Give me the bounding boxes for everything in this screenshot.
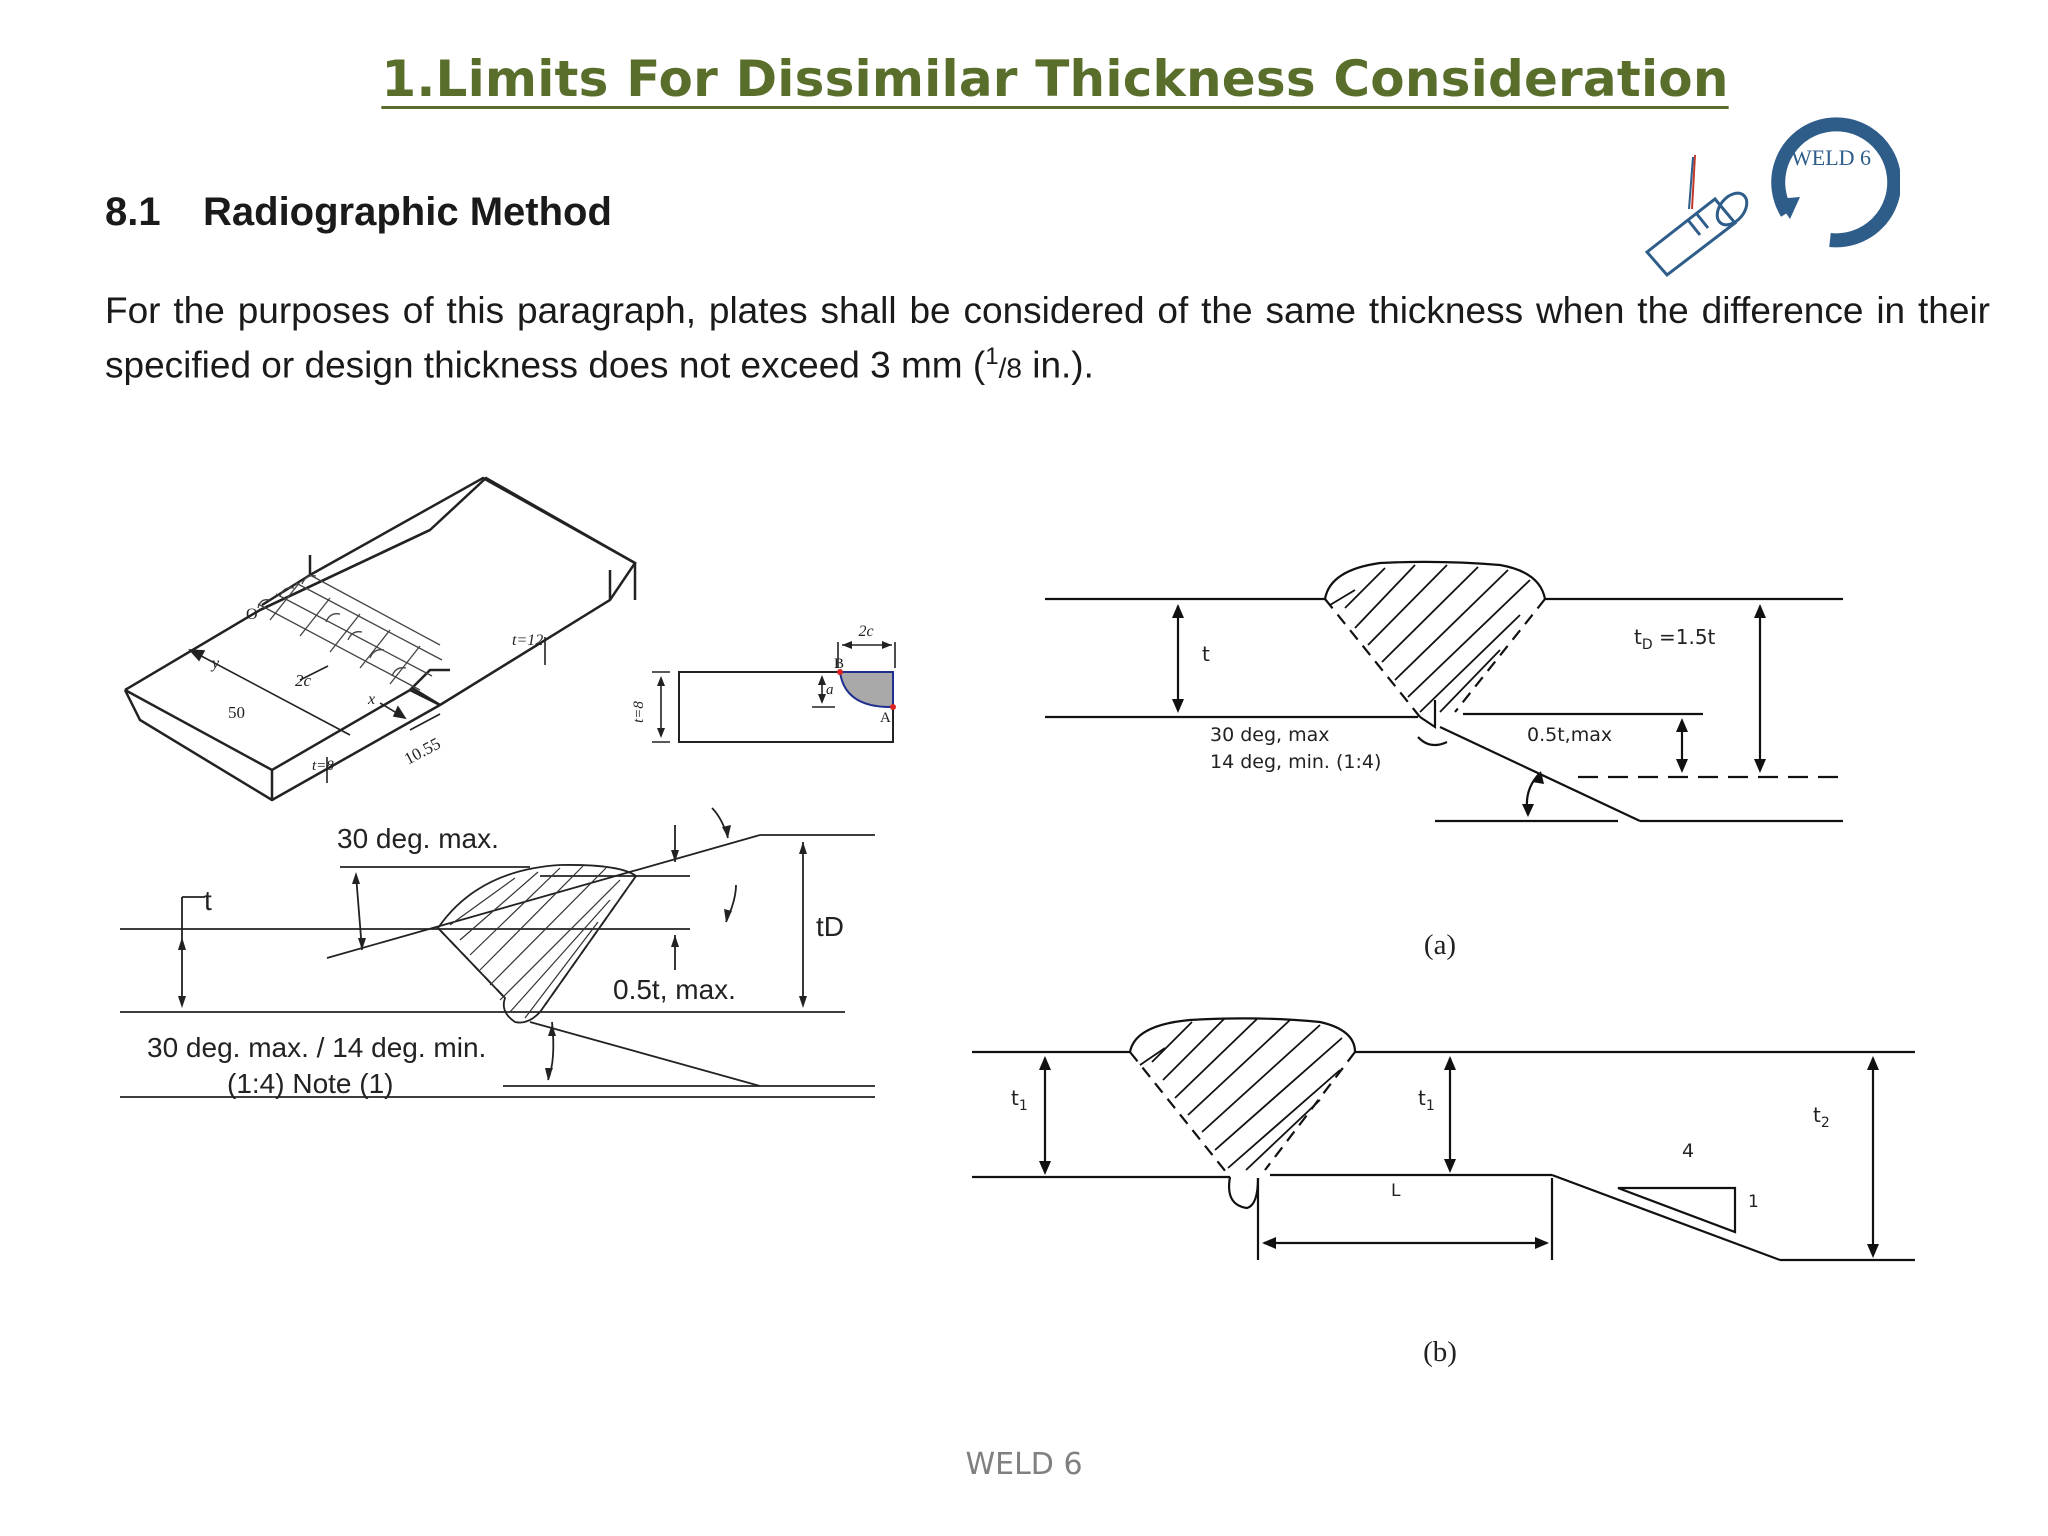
label-50: 50 bbox=[228, 703, 245, 722]
label-30deg-top: 30 deg. max. bbox=[337, 823, 499, 854]
label-ratio-4: 4 bbox=[1682, 1140, 1695, 1162]
crack-quarter-ellipse bbox=[840, 672, 893, 707]
label-30deg-a: 30 deg, max bbox=[1210, 724, 1330, 746]
label-y: y bbox=[212, 655, 220, 672]
section-title: Radiographic Method bbox=[203, 190, 612, 234]
paragraph-end: in.). bbox=[1021, 344, 1094, 386]
label-t-left: t bbox=[204, 885, 212, 916]
label-2c-iso: 2c bbox=[295, 671, 312, 690]
paragraph-main: For the purposes of this paragraph, plates shall be considered of the same thickness when the difference in their specified or design thickness does not exceed 3 mm ( bbox=[105, 290, 1990, 386]
caption-b: (b) bbox=[1423, 1336, 1457, 1368]
label-angle-bottom-2: (1:4) Note (1) bbox=[227, 1068, 394, 1099]
footer: WELD 6 bbox=[965, 1447, 1083, 1482]
label-t-a: t bbox=[1202, 642, 1210, 666]
label-a-depth: a bbox=[826, 682, 834, 698]
label-b: B bbox=[834, 656, 845, 672]
label-t1-right: $t_1$ bbox=[1418, 1086, 1435, 1114]
slide-title: 1.Limits For Dissimilar Thickness Consideration bbox=[381, 50, 1729, 108]
joint-a-hatch bbox=[1330, 565, 1530, 712]
label-t1-left: $t_1$ bbox=[1011, 1086, 1028, 1114]
label-ratio-1: 1 bbox=[1748, 1192, 1759, 1212]
label-2c-detail: 2c bbox=[858, 623, 874, 640]
label-tD-left: tD bbox=[816, 911, 844, 942]
label-1055: 10.55 bbox=[400, 733, 444, 769]
paragraph-sup: 1 bbox=[985, 343, 999, 370]
label-t2: $t_2$ bbox=[1813, 1103, 1830, 1131]
logo-text: WELD 6 bbox=[1790, 145, 1872, 170]
label-14deg-a: 14 deg, min. (1:4) bbox=[1210, 751, 1382, 773]
label-x: x bbox=[368, 691, 376, 708]
weld-bead-ripples bbox=[258, 575, 442, 690]
left-joint-labels bbox=[147, 823, 844, 1099]
label-t8-detail: t=8 bbox=[631, 701, 647, 723]
label-05t-a: 0.5t,max bbox=[1527, 724, 1613, 746]
joint-b bbox=[972, 1018, 1915, 1260]
paragraph-frac: /8 bbox=[998, 352, 1022, 384]
joint-b-labels bbox=[1011, 1086, 1830, 1368]
section-number: 8.1 bbox=[105, 190, 161, 234]
label-L: L bbox=[1391, 1181, 1401, 1201]
label-a-point: A bbox=[880, 710, 891, 726]
label-tD-a: $t_D =1.5t$ bbox=[1634, 625, 1716, 653]
label-angle-bottom-1: 30 deg. max. / 14 deg. min. bbox=[147, 1032, 487, 1063]
joint-b-arrowheads bbox=[1039, 1056, 1879, 1258]
label-o: O bbox=[246, 606, 258, 623]
isometric-plate bbox=[125, 478, 635, 800]
label-t8-iso: t=8 bbox=[312, 758, 334, 774]
label-t12: t=12 bbox=[512, 632, 544, 649]
isometric-plate-labels bbox=[210, 606, 543, 774]
caption-a: (a) bbox=[1423, 929, 1457, 961]
left-joint-hatch bbox=[450, 866, 620, 1018]
label-05t-left: 0.5t, max. bbox=[613, 974, 736, 1005]
joint-b-hatch bbox=[1140, 1018, 1342, 1170]
crack-detail bbox=[631, 623, 896, 742]
